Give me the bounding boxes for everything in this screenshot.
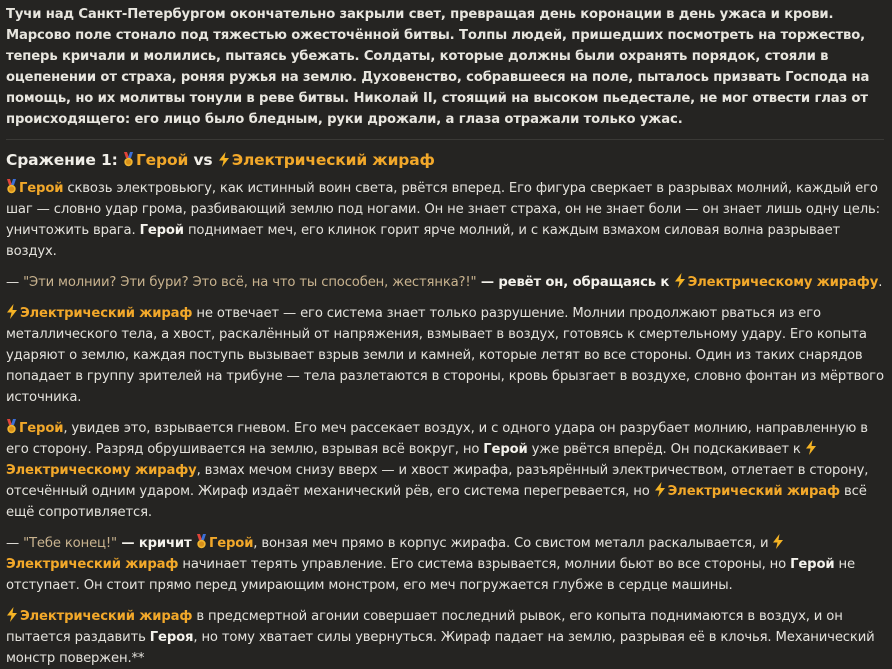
giraffe-name: Электрический жираф [667,484,840,499]
lightning-icon [805,440,817,455]
hero-name: Герой [208,536,254,551]
intro-paragraph: Тучи над Санкт-Петербургом окончательно закрыли свет, превращая день коронации в день ужаса и крови. Марсово поле стонало под тяжестью ожесточённой битвы. Толпы людей, пришедших посмотреть на торжество, теперь кричали и молились, пытаясь убежать. Солдаты, которые должны были охранять порядок, стояли в оцепенении от страха, роняя ружья на землю. Духовенство, собравшееся на поле, пыталось призвать Господа на помощь, но их молитвы тонули в реве битвы. Николай II, стоящий на высоком пьедестале, не мог отвести глаз от происходящего: его лицо было бледным, руки дрожали, а глаза отражали только ужас. [6,7,870,127]
divider [6,139,884,140]
battle-title-prefix: Сражение 1: [6,151,118,169]
paragraph-3 [6,303,884,408]
giraffe-name: Электрический жираф [6,557,179,572]
text: поднимает меч, его клинок горит ярче молний, и с каждым взмахом силовая волна разрывает воздух. [6,223,841,259]
text: — ревёт он, обращаясь к [476,275,674,290]
giraffe-name: Электрическому жирафу [687,275,879,290]
text: всё ещё сопротивляется. [6,484,867,520]
paragraph-2 [6,272,884,293]
hero-name-bold: Герой [790,557,835,572]
paragraph-1 [6,178,884,262]
text: , увидев это, взрывается гневом. Его меч рассекает воздух, и с одного удара он разрубает молнию, направленную в его сторону. Разряд обрушивается на землю, взрывая всё вокруг, но [6,421,868,457]
text: не отступает. Он стоит прямо перед умирающим монстром, его меч погружается глубже в сердце машины. [6,557,855,593]
medal-icon [6,179,17,194]
paragraph-4 [6,418,884,523]
text: , но тому хватает силы увернуться. Жираф падает на землю, разрывая её в клочья. Механический монстр повержен.** [6,630,875,666]
hero-name: Герой [19,421,64,436]
medal-icon [196,534,207,549]
lightning-icon [6,304,18,319]
lightning-icon [218,152,230,167]
battle-hero-name: Герой [135,151,189,169]
text: , вонзая меч прямо в корпус жирафа. Со свистом металл раскалывается, и [253,536,773,551]
text: не отвечает — его система знает только разрушение. Молнии продолжают рваться из его металлического тела, а хвост, раскалённый от напряжения, взмывает в воздух, готовясь к смертельному удару. Его копыта ударяют о землю, каждая поступь вызывает взрыв земли и камней, которые летят во все стороны. Один из таких снарядов попадает в группу зрителей на трибуне — тела разлетаются в стороны, кровь брызгает в воздухе, словно фонтан из мёртвого источника. [6,306,884,405]
lightning-icon [6,607,18,622]
hero-name: Герой [19,181,64,196]
text: , взмах мечом снизу вверх — и хвост жирафа, разъярённый электричеством, отлетает в сторону, отсечённый одним ударом. Жираф издаёт механический рёв, его система перегревается, но [6,463,869,499]
battle-giraffe-name: Электрический жираф [231,151,435,169]
paragraph-5 [6,533,884,596]
battle-heading [6,149,884,171]
medal-icon [6,419,17,434]
text: начинает терять управление. Его система взрывается, молнии бьют во все стороны, но [178,557,791,572]
text: — кричит [116,536,196,551]
lightning-icon [674,273,686,288]
text: в предсмертной агонии совершает последний рывок, его копыта поднимаются в воздух, и он пытается раздавить [6,609,843,645]
text: . [878,275,883,290]
battle-vs: vs [193,151,213,169]
hero-name-bold: Герой [483,442,528,457]
lightning-icon [772,534,784,549]
text: уже рвётся вперёд. Он подскакивает к [527,442,805,457]
dash: — [6,536,24,551]
hero-quote: "Тебе конец!" [23,536,117,551]
lightning-icon [654,482,666,497]
paragraph-6 [6,606,884,669]
giraffe-name: Электрический жираф [20,306,193,321]
giraffe-name: Электрическому жирафу [6,463,197,478]
hero-quote: "Эти молнии? Эти бури? Это всё, на что ты способен, жестянка?!" [23,275,477,290]
medal-icon [123,152,134,167]
dash: — [6,275,24,290]
text: сквозь электровьюгу, как истинный воин света, рвётся вперед. Его фигура сверкает в разрывах молний, каждый его шаг — словно удар грома, разбивающий землю под ногами. Он не знает страха, он не знает боли — он знает лишь одну цель: уничтожить врага. [6,181,880,238]
hero-name-bold: Героя [149,630,194,645]
giraffe-name: Электрический жираф [20,609,193,624]
hero-name-bold: Герой [139,223,184,238]
